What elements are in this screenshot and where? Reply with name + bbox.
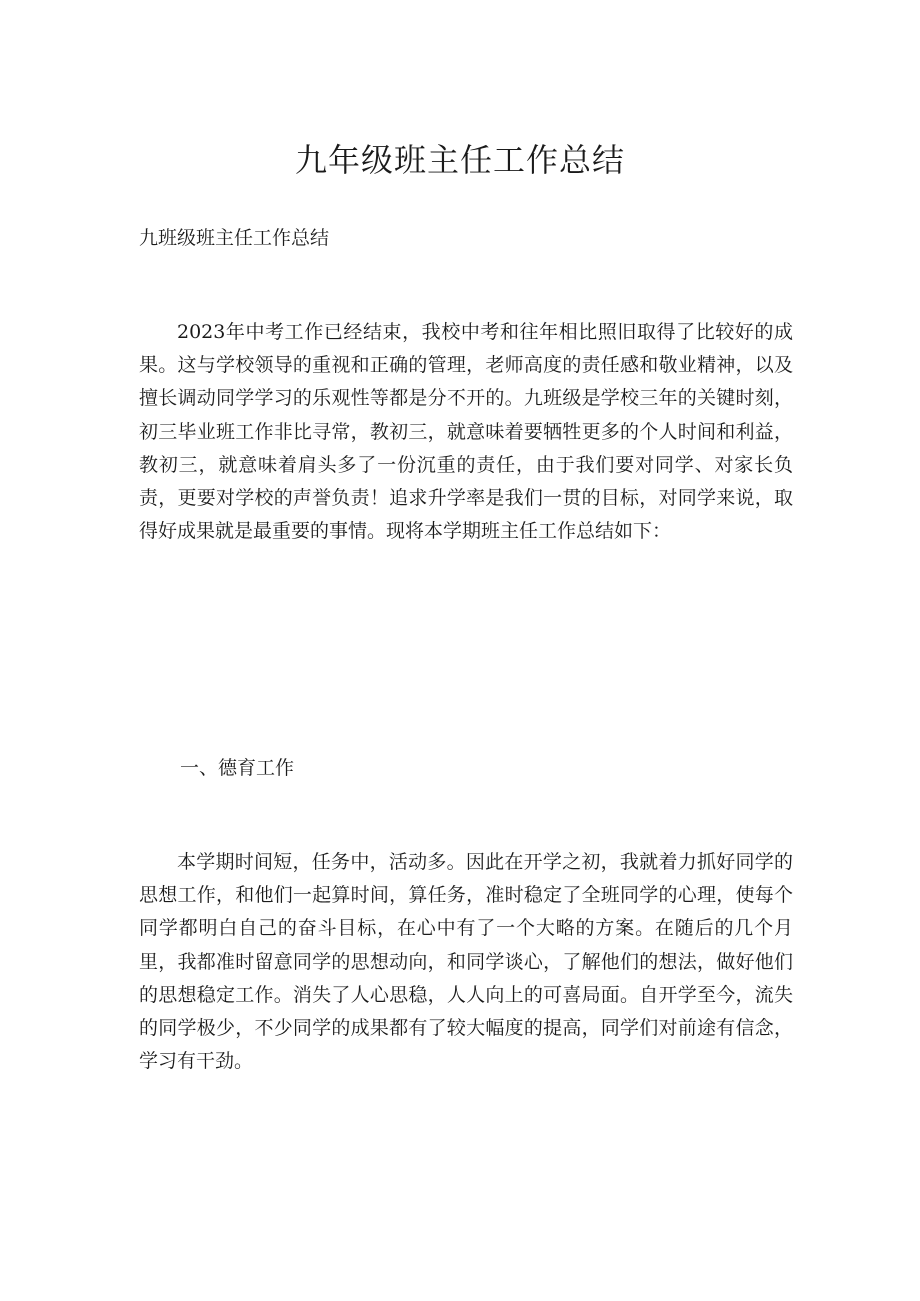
section-heading-moral-education: 一、德育工作 bbox=[180, 757, 295, 779]
document-subtitle: 九班级班主任工作总结 bbox=[139, 227, 330, 249]
document-title: 九年级班主任工作总结 bbox=[294, 141, 625, 179]
intro-paragraph: 2023年中考工作已经结束，我校中考和往年相比照旧取得了比较好的成果。这与学校领导的重视和正确的管理，老师高度的责任感和敬业精神，以及擅长调动同学学习的乐观性等都是分不开的。九班级是学校三年的关键时刻，初三毕业班工作非比寻常，教初三，就意味着要牺牲更多的个人时间和利益，教初三，就意味着肩头多了一份沉重的责任，由于我们要对同学、对家长负责，更要对学校的声誉负责！追求升学率是我们一贯的目标，对同学来说，取得好成果就是最重要的事情。现将本学期班主任工作总结如下： bbox=[139, 321, 793, 543]
section-paragraph-moral-education: 本学期时间短，任务中，活动多。因此在开学之初，我就着力抓好同学的思想工作，和他们一起算时间，算任务，准时稳定了全班同学的心理，使每个同学都明白自己的奋斗目标，在心中有了一个大略的方案。在随后的几个月里，我都准时留意同学的思想动向，和同学谈心，了解他们的想法，做好他们的思想稳定工作。消失了人心思稳，人人向上的可喜局面。自开学至今，流失的同学极少，不少同学的成果都有了较大幅度的提高，同学们对前途有信念，学习有干劲。 bbox=[139, 851, 793, 1073]
